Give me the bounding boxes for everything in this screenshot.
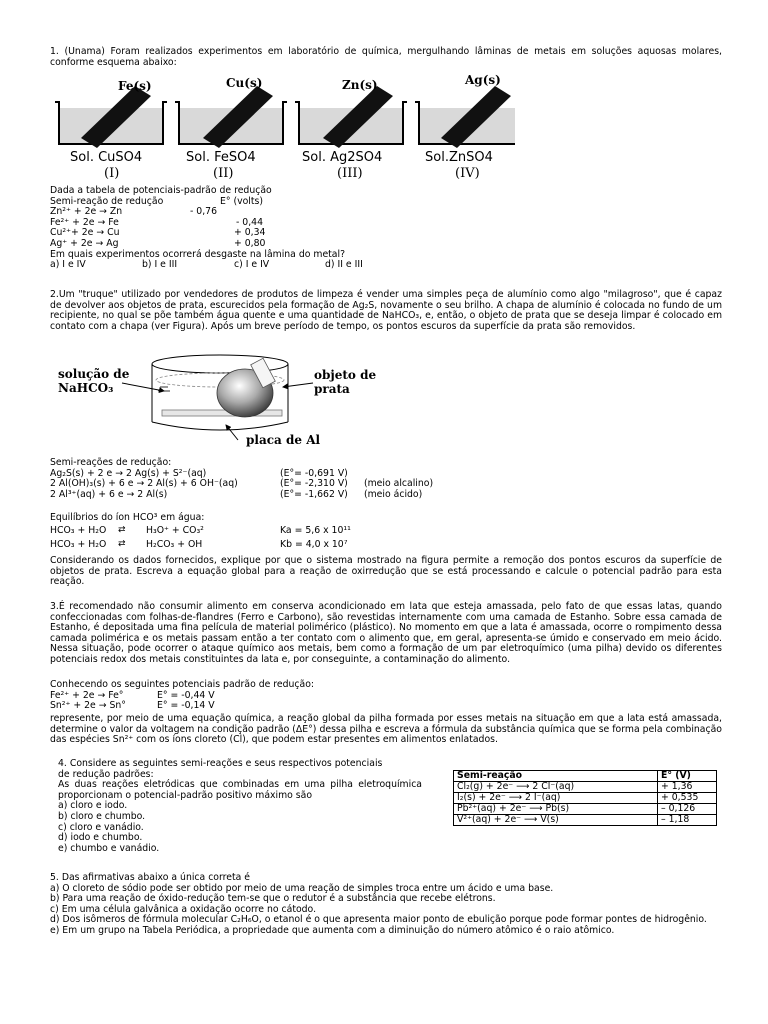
- q4-option-c: c) cloro e vanádio.: [58, 821, 144, 833]
- q1-reaction: Zn²⁺ + 2e → Zn: [50, 206, 123, 218]
- table-cell-potential: – 0,126: [658, 804, 717, 815]
- q4-intro-2: de redução padrões:: [58, 768, 154, 780]
- q1-potential: - 0,76: [190, 206, 218, 218]
- q2-eq-title: Equilíbrios do íon HCO³ em água:: [50, 512, 205, 523]
- q2-semi-potential: (E°= -1,662 V): [280, 488, 348, 500]
- q4-text: [58, 759, 422, 854]
- table-row: [454, 793, 717, 804]
- table-header-potential: E° (V): [658, 771, 717, 782]
- q5-intro: 5. Das afirmativas abaixo a única correta é: [50, 872, 251, 883]
- beaker-2-metal: Cu(s): [226, 76, 263, 90]
- q2-eq-right: H₃O⁺ + CO₃²: [146, 524, 204, 536]
- q2-semi-reaction: Ag₂S(s) + 2 e → 2 Ag(s) + S²⁻(aq): [50, 467, 207, 479]
- q2-semi-medium: (meio alcalino): [364, 478, 434, 490]
- beaker-1-roman: (I): [104, 166, 120, 181]
- q2-paragraph: 2.Um "truque" utilizado por vendedores de produtos de limpeza é vender uma simples peça de alumínio como algo "milagroso", que é capaz de devolver aos objetos de prata, escurecidos pela formação de Ag₂S, novamente o seu brilho. A chapa de alumínio é colocada no fundo de um recipiente, no qual se põe também água quente e uma quantidade de NaHCO₃, e, então, o objeto de prata que se deseja limpar é colocado em contato com a chapa (ver Figura). Após um breve período de tempo, os pontos escuros da superfície da prata são removidos.: [50, 289, 722, 332]
- q4-option-e: e) chumbo e vanádio.: [58, 842, 160, 854]
- q5-option-b: b) Para uma reação de óxido-redução tem-se que o redutor é a substância que recebe elétrons.: [50, 893, 496, 905]
- q2-closing: Considerando os dados fornecidos, explique por que o sistema mostrado na figura permite a remoção dos pontos escuros da superfície de objetos de prata. Escreva a equação global para a reação de oxirredução que se está processando e calcule o potencial padrão para esta reação.: [50, 555, 722, 588]
- table-header-row: [454, 771, 717, 782]
- table-row: [454, 782, 717, 793]
- q4-intro-1: 4. Considere as seguintes semi-reações e seus respectivos potenciais: [58, 758, 383, 769]
- q5-option-e: e) Em um grupo na Tabela Periódica, a propriedade que aumenta com a diminuição do número atômico é o raio atômico.: [50, 924, 615, 936]
- table-row: [454, 815, 717, 826]
- table-cell-reaction: Cl₂(g) + 2e⁻ ⟶ 2 Cl⁻(aq): [454, 782, 658, 793]
- q2-semi-potential: (E°= -2,310 V): [280, 478, 348, 490]
- q1-option-c: c) I e IV: [234, 259, 270, 271]
- beaker-3: [295, 86, 407, 148]
- beaker-2-roman: (II): [213, 166, 234, 181]
- q3-reaction: Fe²⁺ + 2e → Fe°: [50, 689, 124, 701]
- q3-value: E° = -0,44 V: [157, 689, 215, 701]
- table-row: [454, 804, 717, 815]
- table-cell-reaction: I₂(s) + 2e⁻ ⟶ 2 I⁻(aq): [454, 793, 658, 804]
- q1-intro: 1. (Unama) Foram realizados experimentos em laboratório de química, mergulhando lâminas de metais em soluções aquosas molares, conforme esquema abaixo:: [50, 46, 722, 68]
- q3-potentials: [50, 680, 722, 712]
- table-cell-reaction: Pb²⁺(aq) + 2e⁻ ⟶ Pb(s): [454, 804, 658, 815]
- q2-eq-right: H₂CO₃ + OH: [146, 538, 203, 550]
- beaker-4-roman: (IV): [455, 166, 480, 181]
- q1-reaction: Cu²⁺+ 2e → Cu: [50, 227, 120, 239]
- q4-option-d: d) iodo e chumbo.: [58, 832, 143, 844]
- q4-option-b: b) cloro e chumbo.: [58, 810, 146, 822]
- q1-potentials: [50, 186, 722, 271]
- beaker-4-solution: Sol.ZnSO4: [425, 150, 493, 165]
- q3-reaction: Sn²⁺ + 2e → Sn°: [50, 700, 126, 712]
- q1-option-a: a) I e IV: [50, 259, 86, 271]
- q5-option-c: c) Em uma célula galvânica a oxidação ocorre no cátodo.: [50, 903, 317, 915]
- q2-eq-k: Ka = 5,6 x 10¹¹: [280, 524, 351, 536]
- q4-option-a: a) cloro e iodo.: [58, 800, 128, 812]
- q1-reaction: Fe²⁺ + 2e → Fe: [50, 216, 119, 228]
- equilibrium-arrows-icon: ⇄: [118, 538, 126, 549]
- q2-semi-medium: (meio ácido): [364, 488, 423, 500]
- q4-semi-reaction-table: [453, 770, 717, 826]
- q2-equilibria: [50, 513, 722, 554]
- label-silver-object: objeto de prata: [314, 368, 377, 396]
- q1-potential: + 0,80: [234, 237, 266, 249]
- q1-table-intro: Dada a tabela de potenciais-padrão de redução: [50, 185, 272, 196]
- q1-option-b: b) I e III: [142, 259, 178, 271]
- table-cell-potential: + 0,535: [658, 793, 717, 804]
- q2-eq-left: HCO₃ + H₂O: [50, 538, 107, 550]
- q5-option-a: a) O cloreto de sódio pode ser obtido por meio de uma reação de simples troca entre um ácido e uma base.: [50, 882, 554, 894]
- table-cell-potential: – 1,18: [658, 815, 717, 826]
- beaker-3-roman: (III): [337, 166, 363, 181]
- q1-col-potential: E° (volts): [220, 195, 263, 207]
- table-header-reaction: Semi-reação: [454, 771, 658, 782]
- beaker-2-solution: Sol. FeSO4: [186, 150, 256, 165]
- q2-eq-left: HCO₃ + H₂O: [50, 524, 107, 536]
- beaker-4: [415, 86, 515, 148]
- q2-semi-potential: (E°= -0,691 V): [280, 467, 348, 479]
- equilibrium-arrows-icon: ⇄: [118, 524, 126, 535]
- q3-closing: represente, por meio de uma equação química, a reação global da pilha formada por esses metais na situação em que a lata está amassada, determine o valor da voltagem na condição padrão (ΔE°) dessa pilha e escreva a fórmula da substância química que se forma pela combinação das espécies Sn²⁺ com os íons cloreto (Cl), que podem estar presentes em alimentos enlatados.: [50, 713, 722, 746]
- q1-potential: - 0,44: [236, 216, 264, 228]
- beaker-1-metal: Fe(s): [118, 79, 152, 93]
- q1-col-reaction: Semi-reação de redução: [50, 195, 164, 207]
- beaker-4-metal: Ag(s): [465, 73, 501, 87]
- q2-semi-reaction: 2 Al³⁺(aq) + 6 e → 2 Al(s): [50, 488, 168, 500]
- q3-value: E° = -0,14 V: [157, 700, 215, 712]
- q1-reaction: Ag⁺ + 2e → Ag: [50, 237, 119, 249]
- table-cell-reaction: V²⁺(aq) + 2e⁻ ⟶ V(s): [454, 815, 658, 826]
- beaker-3-metal: Zn(s): [342, 78, 378, 92]
- q2-eq-k: Kb = 4,0 x 10⁷: [280, 538, 348, 550]
- q2-semi-reaction: 2 Al(OH)₃(s) + 6 e → 2 Al(s) + 6 OH⁻(aq): [50, 478, 238, 490]
- beaker-1: [55, 86, 167, 148]
- q2-semi-title: Semi-reações de redução:: [50, 457, 172, 468]
- table-cell-potential: + 1,36: [658, 782, 717, 793]
- q3-potentials-intro: Conhecendo os seguintes potenciais padrão de redução:: [50, 679, 315, 690]
- q1-option-d: d) II e III: [325, 259, 363, 271]
- q4-body: As duas reações eletródicas que combinadas em uma pilha eletroquímica proporcionam o potencial-padrão positivo máximo são: [58, 779, 422, 801]
- label-nahco3-solution: solução de NaHCO₃: [58, 367, 130, 395]
- beaker-1-solution: Sol. CuSO4: [70, 150, 143, 165]
- beaker-3-solution: Sol. Ag2SO4: [302, 150, 383, 165]
- q3-paragraph: 3.É recomendado não consumir alimento em conserva acondicionado em lata que esteja amassada, pelo fato de que essas latas, quando confeccionadas com folhas-de-flandres (Ferro e Carbono), são revestidas internamente com uma camada de Estanho. Sobre essa camada de Estanho, é depositada uma fina película de material polimérico (plástico). No momento em que a lata é amassada, ocorre o rompimento dessa camada polimérica e os metais passam então a ter contato com o alimento que, em geral, apresenta-se úmido e conservado em meio ácido. Nessa situação, pode ocorrer o ataque químico aos metais, bem como a formação de um par eletroquímico (uma pilha) devido os diferentes potenciais redox dos metais constituintes da lata e, por conseguinte, a contaminação do alimento.: [50, 601, 722, 665]
- q5: [50, 873, 722, 937]
- q1-question: Em quais experimentos ocorrerá desgaste na lâmina do metal?: [50, 248, 346, 260]
- q5-option-d: d) Dos isômeros de fórmula molecular C₂H₆O, o etanol é o que apresenta maior ponto de ebulição porque pode formar pontes de hidrogênio.: [50, 914, 707, 926]
- label-al-plate: placa de Al: [246, 433, 321, 447]
- q2-semi-reactions: [50, 458, 722, 500]
- q1-potential: + 0,34: [234, 227, 266, 239]
- beaker-2: [175, 86, 287, 148]
